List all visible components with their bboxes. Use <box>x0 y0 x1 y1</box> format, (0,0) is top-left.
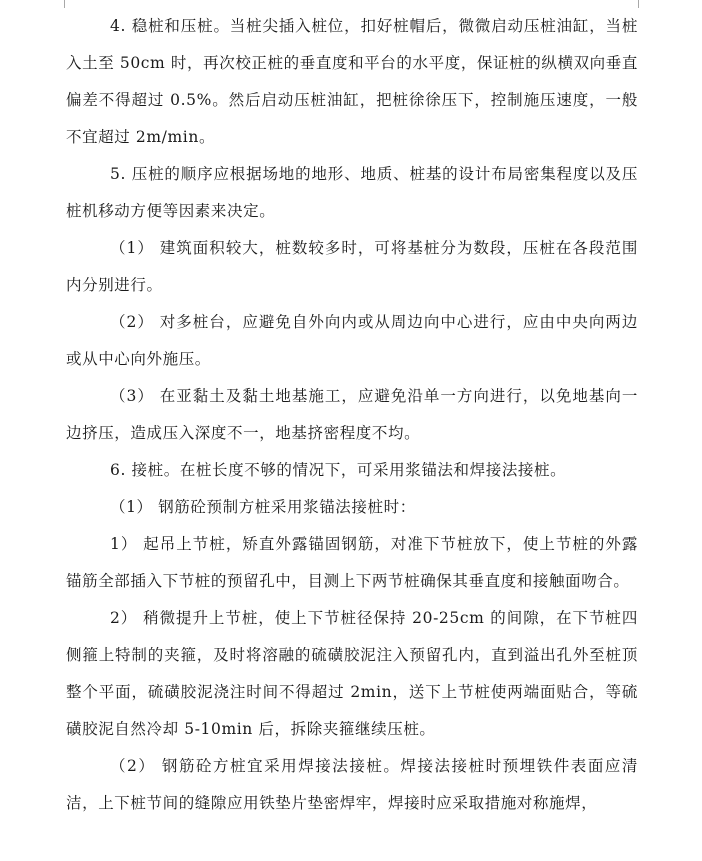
document-page <box>66 8 638 822</box>
paragraph-4-stabilize-and-press: 4. 稳桩和压桩。当桩尖插入桩位，扣好桩帽后，微微启动压桩油缸，当桩入土至 50cm 时，再次校正桩的垂直度和平台的水平度，保证桩的纵横双向垂直偏差不得超过 0.5%。然后启动压桩油缸，把桩徐徐压下，控制施压速度，一般不宜超过 2m/min。 <box>66 17 638 146</box>
paragraph-6-1-2: 2） 稍微提升上节桩，使上下节桩径保持 20-25cm 的间隙，在下节桩四侧箍上特制的夹箍，及时将溶融的硫磺胶泥注入预留孔内，直到溢出孔外至桩顶整个平面，硫磺胶泥浇注时间不得超过 2min，送下上节桩使两端面贴合，等硫磺胶泥自然冷却 5-10min 后，拆除夹箍继续压桩。 <box>66 609 638 738</box>
page-corner-mark-right <box>638 0 650 8</box>
paragraph-5-pressing-order: 5. 压桩的顺序应根据场地的地形、地质、桩基的设计布局密集程度以及压桩机移动方便等因素来决定。 <box>66 165 638 220</box>
paragraph-6-2: （2） 钢筋砼方桩宜采用焊接法接桩。焊接法接桩时预埋铁件表面应清洁，上下桩节间的缝隙应用铁垫片垫密焊牢，焊接时应采取措施对称施焊， <box>66 757 638 812</box>
page-corner-mark-left <box>53 0 65 8</box>
paragraph-6-1: （1） 钢筋砼预制方桩采用浆锚法接桩时： <box>110 498 416 516</box>
paragraph-5-2: （2） 对多桩台，应避免自外向内或从周边向中心进行，应由中央向两边或从中心向外施压。 <box>66 313 638 368</box>
paragraph-5-1: （1） 建筑面积较大，桩数较多时，可将基桩分为数段，压桩在各段范围内分别进行。 <box>66 239 638 294</box>
paragraph-6-1-1: 1） 起吊上节桩，矫直外露锚固钢筋，对准下节桩放下，使上节桩的外露锚筋全部插入下节桩的预留孔中，目测上下两节桩确保其垂直度和接触面吻合。 <box>66 535 638 590</box>
paragraph-5-3: （3） 在亚黏土及黏土地基施工，应避免沿单一方向进行，以免地基向一边挤压，造成压入深度不一，地基挤密程度不均。 <box>66 387 638 442</box>
paragraph-6-pile-splicing: 6. 接桩。在桩长度不够的情况下，可采用浆锚法和焊接法接桩。 <box>110 461 567 479</box>
